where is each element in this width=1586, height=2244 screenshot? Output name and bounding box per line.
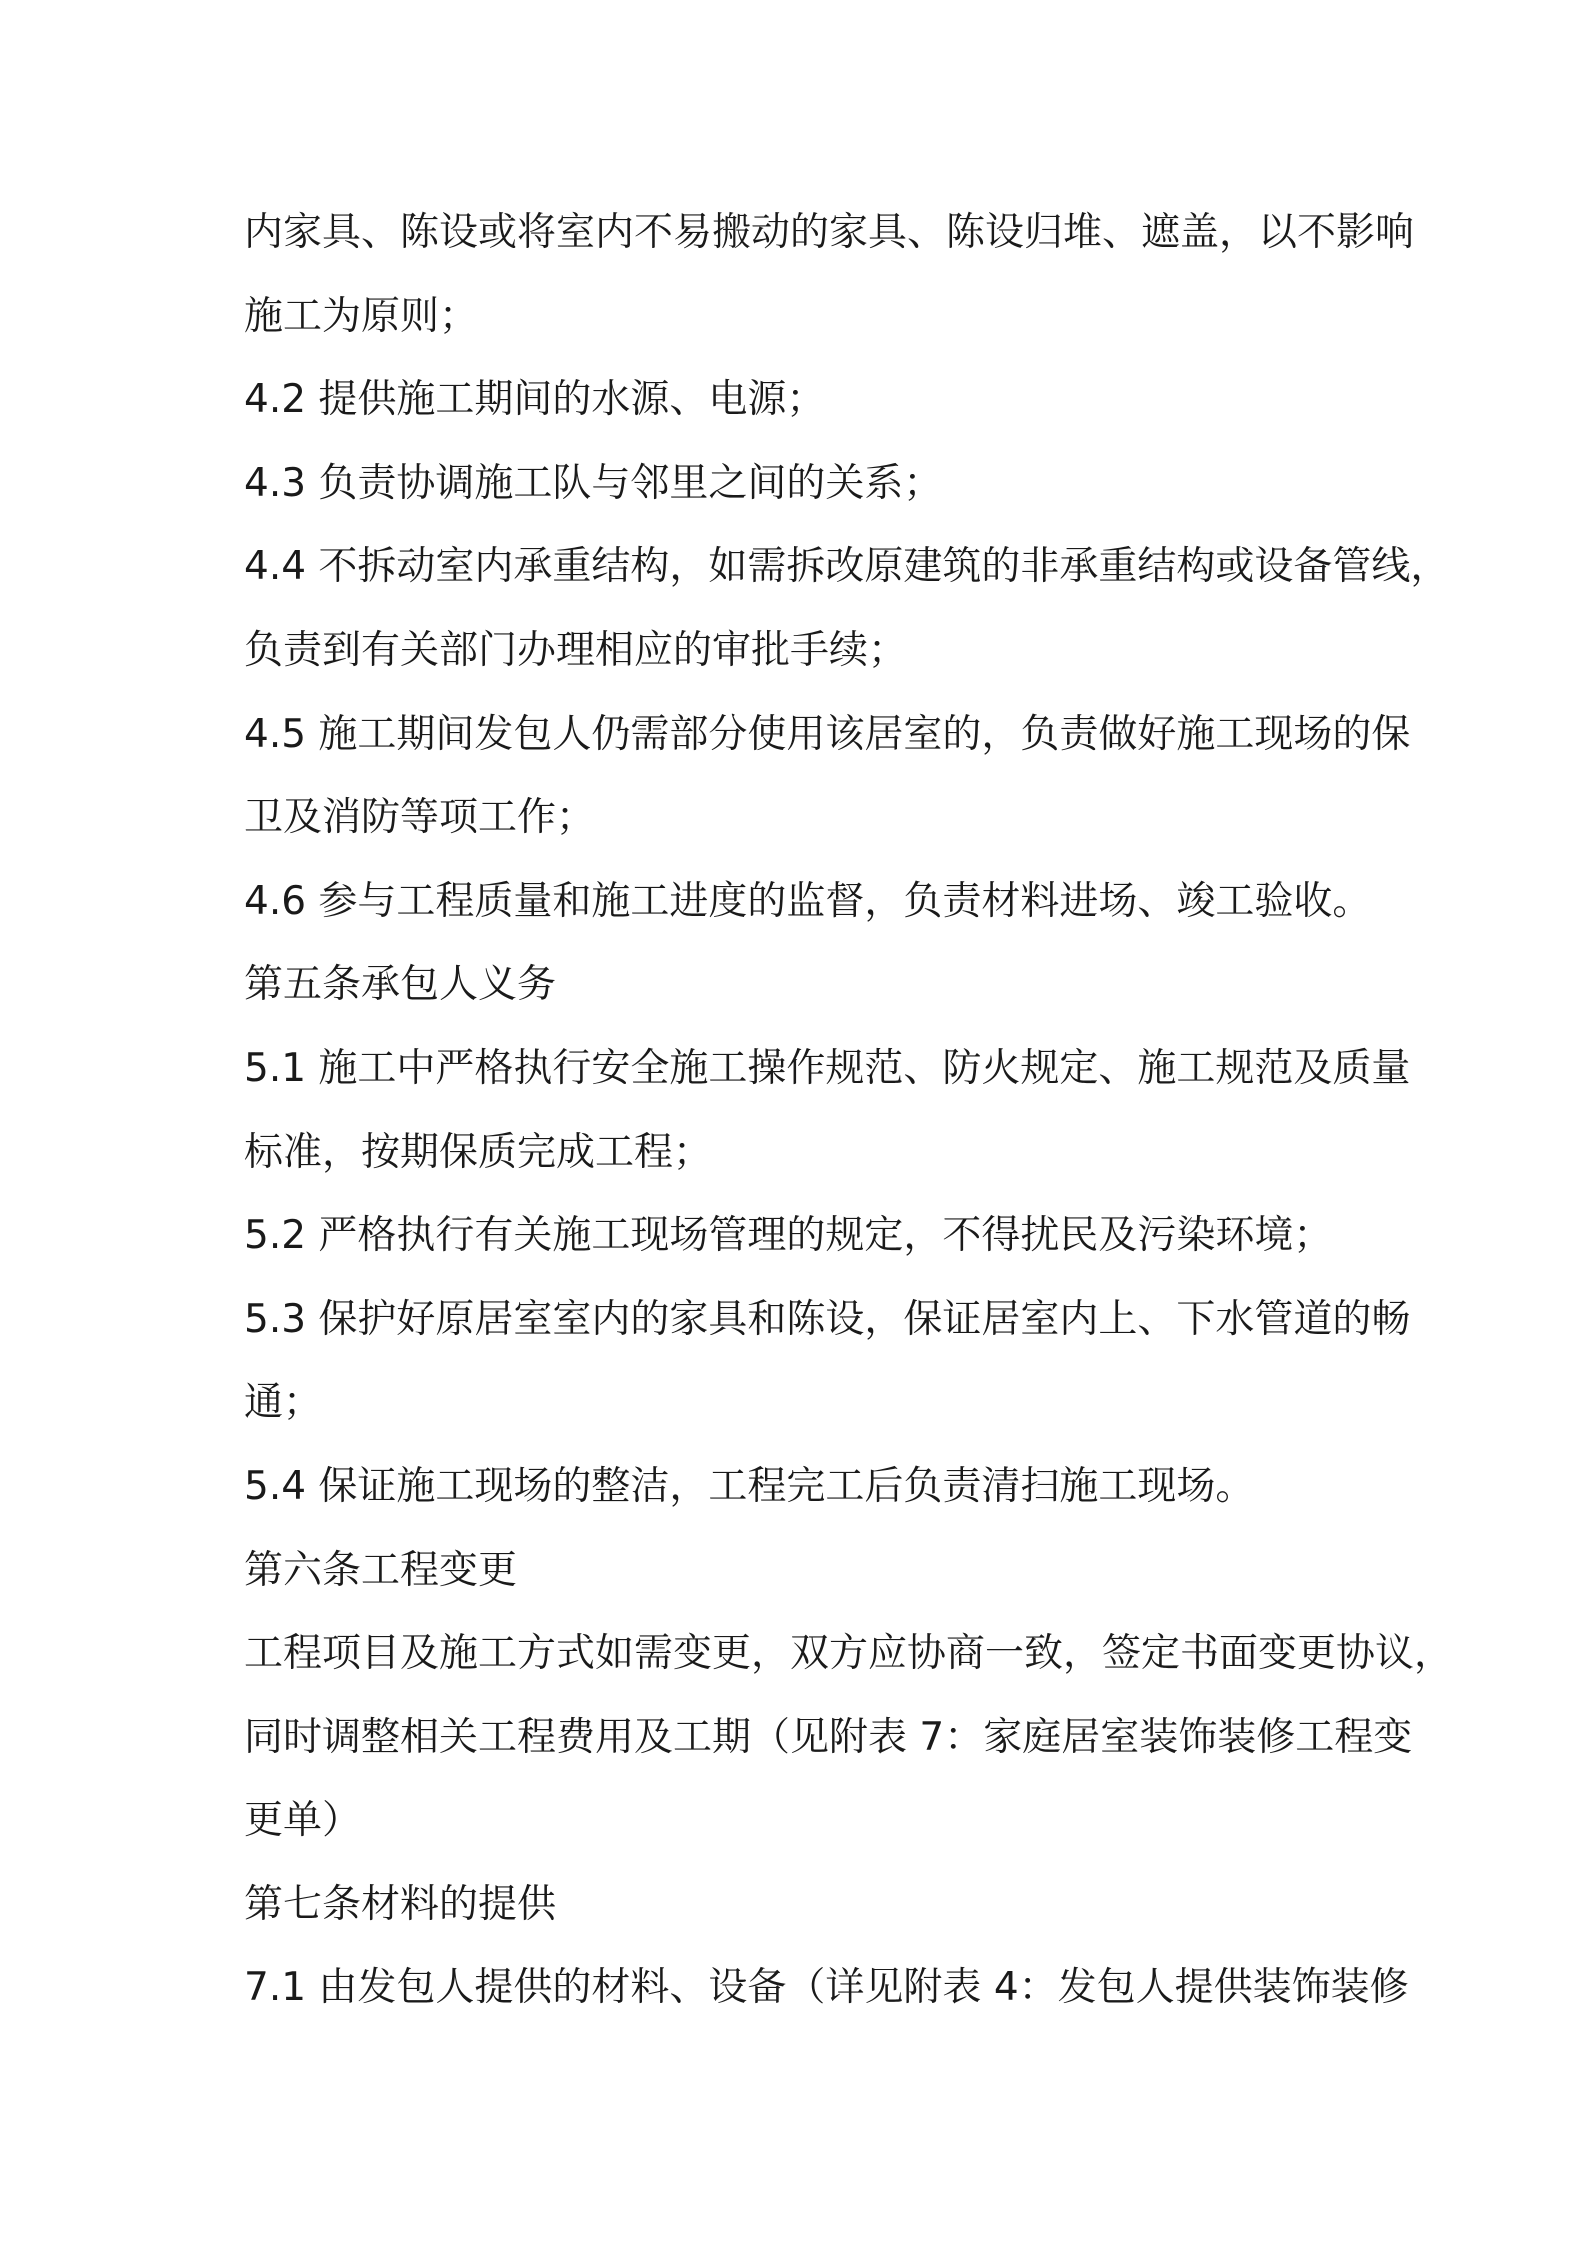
section-heading-article-5: 第五条承包人义务: [244, 962, 557, 1008]
text-line-continuation: 施工为原则；: [244, 293, 479, 339]
section-heading-article-6: 第六条工程变更: [244, 1547, 518, 1593]
clause-5-4: 5.4 保证施工现场的整洁，工程完工后负责清扫施工现场。: [244, 1463, 1255, 1509]
clause-5-1: 5.1 施工中严格执行安全施工操作规范、防火规定、施工规范及质量: [244, 1045, 1411, 1091]
clause-5-3: 5.3 保护好原居室室内的家具和陈设，保证居室内上、下水管道的畅: [244, 1296, 1411, 1342]
clause-4-3: 4.3 负责协调施工队与邻里之间的关系；: [244, 460, 943, 506]
clause-5-2: 5.2 严格执行有关施工现场管理的规定，不得扰民及污染环境；: [244, 1213, 1333, 1259]
section-heading-article-7: 第七条材料的提供: [244, 1881, 557, 1927]
clause-4-5-continuation: 卫及消防等项工作；: [244, 795, 596, 841]
clause-5-3-continuation: 通；: [244, 1380, 323, 1426]
clause-7-1: 7.1 由发包人提供的材料、设备（详见附表 4：发包人提供装饰装修: [244, 1965, 1409, 2011]
clause-4-2: 4.2 提供施工期间的水源、电源；: [244, 377, 826, 423]
clause-4-5: 4.5 施工期间发包人仍需部分使用该居室的，负责做好施工现场的保: [244, 711, 1411, 757]
article-6-text-continuation: 更单）: [244, 1798, 362, 1844]
article-6-text: 工程项目及施工方式如需变更，双方应协商一致，签定书面变更协议，: [244, 1631, 1454, 1677]
article-6-text-continuation: 同时调整相关工程费用及工期（见附表 7：家庭居室装饰装修工程变: [244, 1714, 1413, 1760]
clause-4-4-continuation: 负责到有关部门办理相应的审批手续；: [244, 627, 908, 673]
clause-5-1-continuation: 标准，按期保质完成工程；: [244, 1129, 713, 1175]
clause-4-4: 4.4 不拆动室内承重结构，如需拆改原建筑的非承重结构或设备管线，: [244, 544, 1450, 590]
clause-4-6: 4.6 参与工程质量和施工进度的监督，负责材料进场、竣工验收。: [244, 878, 1372, 924]
text-line-continuation: 内家具、陈设或将室内不易搬动的家具、陈设归堆、遮盖，以不影响: [244, 210, 1415, 255]
document-body: [244, 191, 1454, 2030]
